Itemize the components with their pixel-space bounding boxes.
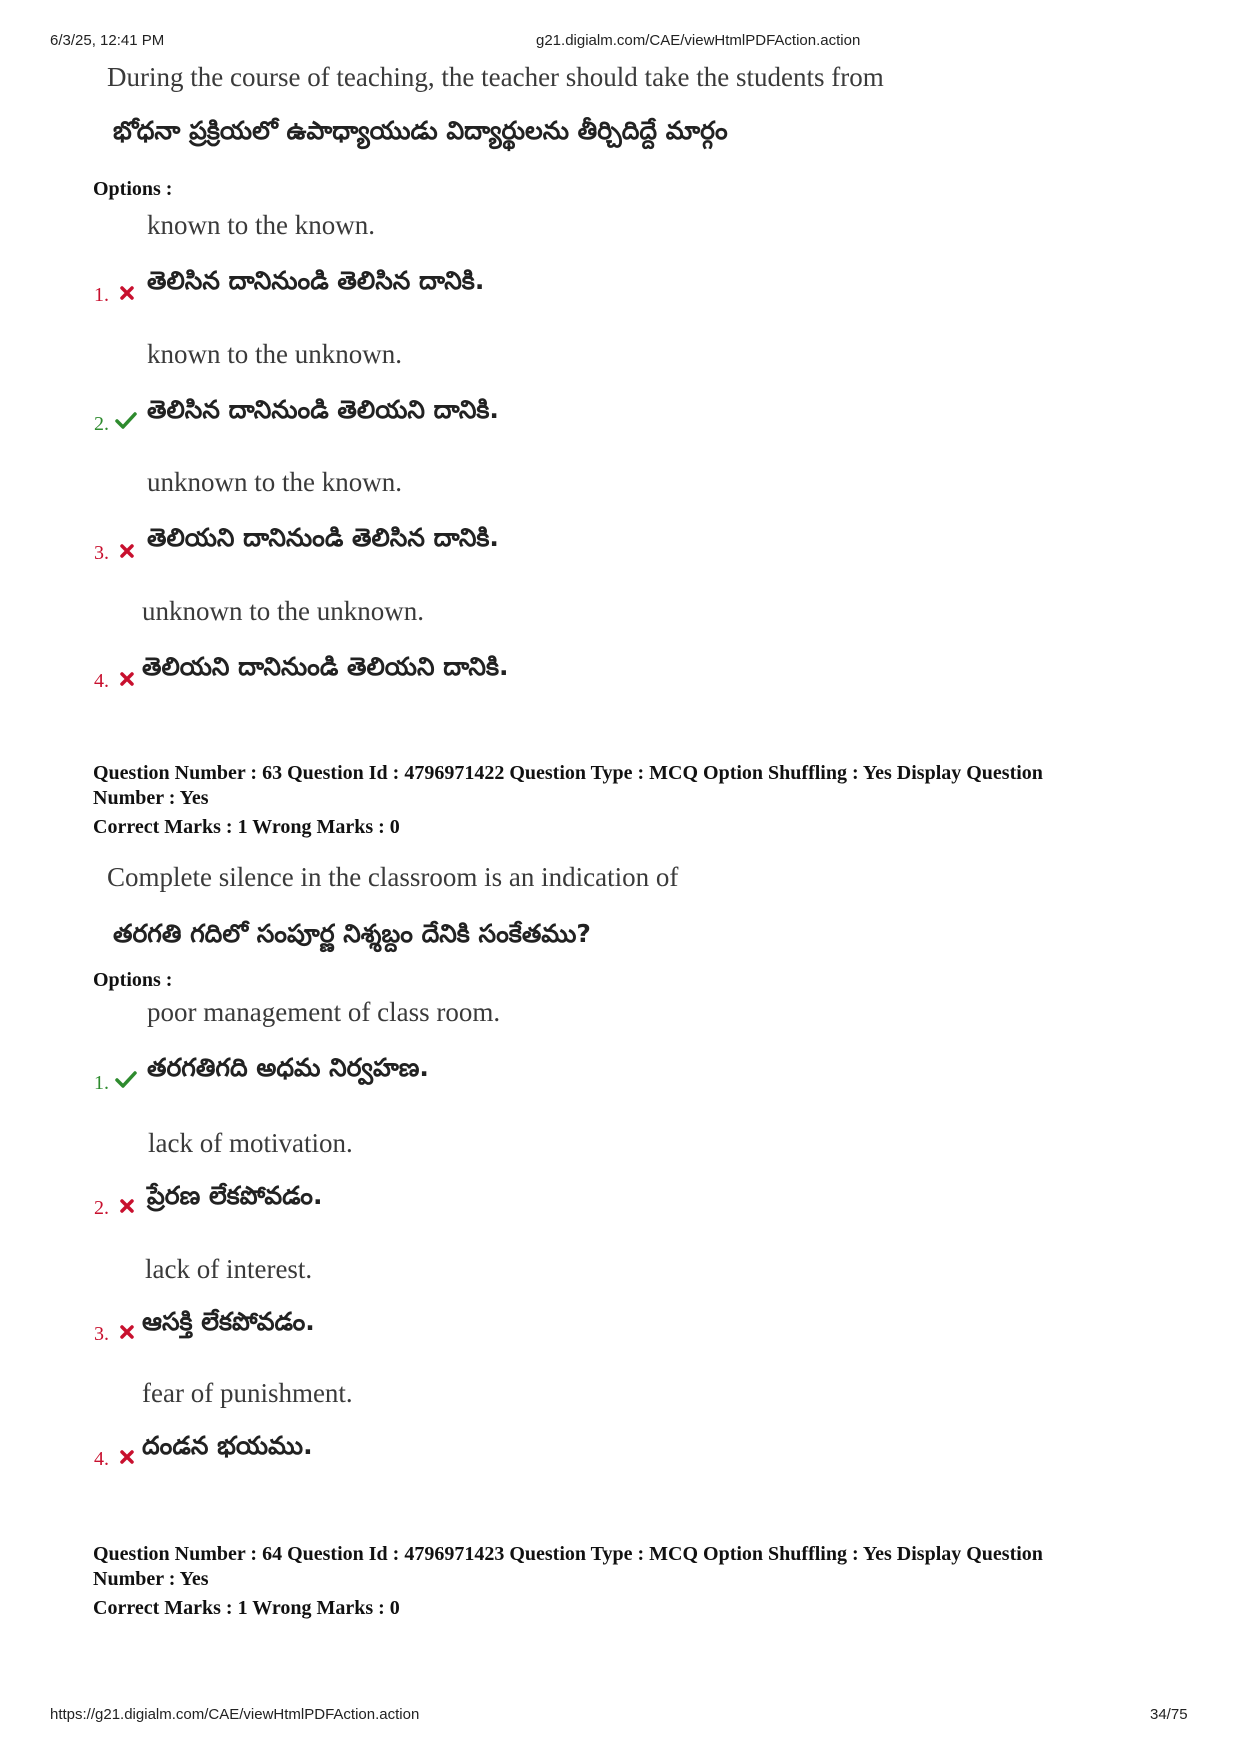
question-text-en: During the course of teaching, the teacher should take the students from [107, 62, 884, 92]
option-4-te: దండన భయము. [142, 1431, 313, 1460]
option-3-te: ఆసక్తి లేకపోవడం. [142, 1307, 315, 1336]
option-1-te: తరగతిగది అధమ నిర్వహణ. [147, 1053, 429, 1082]
option-3-te: తెలియని దానినుండి తెలిసిన దానికి. [147, 523, 499, 552]
page-number: 34/75 [1150, 1706, 1188, 1723]
print-datetime: 6/3/25, 12:41 PM [50, 32, 165, 49]
option-2-number: 2. [94, 1197, 109, 1219]
options-label: Options : [93, 178, 173, 200]
option-2-te: ప్రేరణ లేకపోవడం. [147, 1181, 323, 1210]
option-2-te: తెలిసిన దానినుండి తెలియని దానికి. [147, 395, 499, 424]
correct-check-icon [115, 411, 137, 431]
question-text-te: భోధనా ప్రక్రియలో ఉపాధ్యాయుడు విద్యార్థులను తీర్చిదిద్దే మార్గం [113, 116, 728, 145]
wrong-mark-icon [118, 670, 136, 688]
question-text-en: Complete silence in the classroom is an indication of [107, 862, 679, 892]
correct-check-icon [115, 1070, 137, 1090]
option-1-en: known to the known. [147, 210, 375, 240]
option-1-en: poor management of class room. [147, 997, 501, 1027]
option-3-number: 3. [94, 1323, 109, 1345]
option-2-number: 2. [94, 413, 109, 435]
option-3-en: unknown to the known. [147, 467, 402, 497]
print-header-url: g21.digialm.com/CAE/viewHtmlPDFAction.action [536, 32, 861, 49]
question-meta [93, 761, 1153, 840]
print-footer-url: https://g21.digialm.com/CAE/viewHtmlPDFAction.action [50, 1706, 420, 1723]
question-meta [93, 1542, 1153, 1621]
option-4-number: 4. [94, 1448, 109, 1470]
question-meta-line: Question Number : 63 Question Id : 4796971422 Question Type : MCQ Option Shuffling : Yes Display Question [93, 762, 1043, 784]
question-marks: Correct Marks : 1 Wrong Marks : 0 [93, 816, 400, 838]
option-3-number: 3. [94, 542, 109, 564]
question-meta-line: Number : Yes [93, 1568, 209, 1590]
question-meta-line: Number : Yes [93, 787, 209, 809]
option-1-te: తెలిసిన దానినుండి తెలిసిన దానికి. [147, 266, 485, 295]
question-text-te: తరగతి గదిలో సంపూర్ణ నిశ్శబ్దం దేనికి సంకేతము? [113, 919, 591, 948]
wrong-mark-icon [118, 542, 136, 560]
option-2-en: known to the unknown. [147, 339, 402, 369]
option-3-en: lack of interest. [145, 1254, 313, 1284]
wrong-mark-icon [118, 1448, 136, 1466]
option-4-en: unknown to the unknown. [142, 596, 424, 626]
options-label: Options : [93, 969, 173, 991]
question-meta-line: Question Number : 64 Question Id : 4796971423 Question Type : MCQ Option Shuffling : Yes Display Question [93, 1543, 1043, 1565]
option-1-number: 1. [94, 1072, 109, 1094]
option-4-number: 4. [94, 670, 109, 692]
option-4-en: fear of punishment. [142, 1378, 353, 1408]
question-marks: Correct Marks : 1 Wrong Marks : 0 [93, 1597, 400, 1619]
wrong-mark-icon [118, 1323, 136, 1341]
option-4-te: తెలియని దానినుండి తెలియని దానికి. [142, 652, 509, 681]
option-2-en: lack of motivation. [148, 1128, 353, 1158]
wrong-mark-icon [118, 1197, 136, 1215]
option-1-number: 1. [94, 284, 109, 306]
wrong-mark-icon [118, 284, 136, 302]
